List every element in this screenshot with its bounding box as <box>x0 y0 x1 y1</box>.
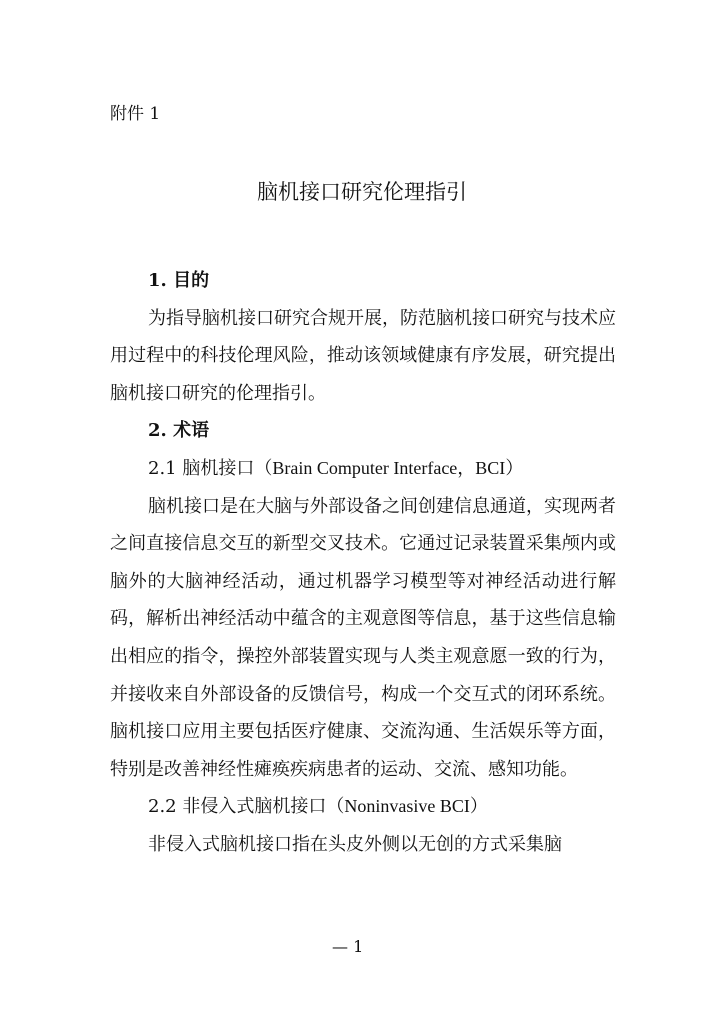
section-2-1-number: 2.1 <box>148 457 177 479</box>
section-1-title: 目的 <box>173 270 210 291</box>
document-title: 脑机接口研究伦理指引 <box>257 180 467 204</box>
page-number: — 1 <box>332 937 364 956</box>
section-1-heading <box>110 262 616 300</box>
annex-label: 附件 1 <box>110 104 161 124</box>
section-2-1-paragraph: 脑机接口是在大脑与外部设备之间创建信息通道，实现两者之间直接信息交互的新型交叉技术。它通过记录装置采集颅内或脑外的大脑神经活动，通过机器学习模型等对神经活动进行解码，解析出神经活动中蕴含的主观意图等信息，基于这些信息输出相应的指令，操控外部装置实现与人类主观意愿一致的行为，并接收来自外部设备的反馈信号，构成一个交互式的闭环系统。脑机接口应用主要包括医疗健康、交流沟通、生活娱乐等方面，特别是改善神经性瘫痪疾病患者的运动、交流、感知功能。 <box>110 495 616 780</box>
section-2-heading <box>110 412 616 450</box>
section-2-1-label: 脑机接口（ <box>182 457 273 479</box>
document-body <box>110 262 616 864</box>
section-2-2-label: 非侵入式脑机接口（ <box>182 796 345 818</box>
section-2-1-close: ） <box>505 457 524 479</box>
section-2-2-number: 2.2 <box>148 796 177 818</box>
section-1-paragraph: 为指导脑机接口研究合规开展，防范脑机接口研究与技术应用过程中的科技伦理风险，推动该领域健康有序发展，研究提出脑机接口研究的伦理指引。 <box>110 307 616 404</box>
section-1-number: 1. <box>148 270 167 291</box>
section-2-2-heading <box>110 788 616 826</box>
section-2-1-english: Brain Computer Interface，BCI <box>272 457 506 478</box>
section-2-1-heading <box>110 450 616 488</box>
section-2-title: 术语 <box>173 420 210 442</box>
section-2-2-english: Noninvasive BCI <box>344 796 470 817</box>
section-2-number: 2. <box>148 420 167 442</box>
section-2-2-paragraph: 非侵入式脑机接口指在头皮外侧以无创的方式采集脑 <box>148 833 562 855</box>
section-2-2-close: ） <box>469 796 488 818</box>
